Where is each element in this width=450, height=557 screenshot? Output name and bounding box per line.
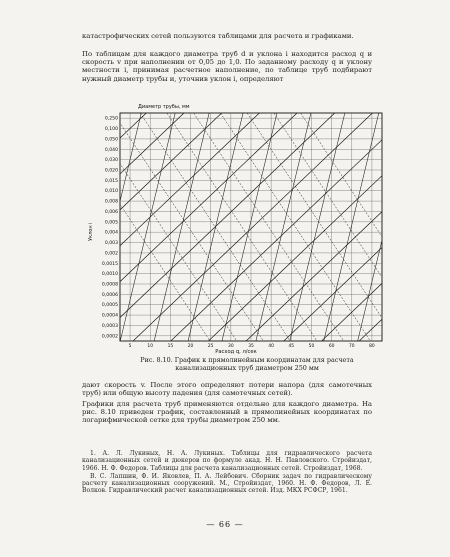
y-tick-label: 0,003 (104, 241, 118, 247)
paragraph-top-1: катастрофических сетей пользуются таблицами для расчета и графиками. (82, 32, 354, 40)
diagonal-line-steep (290, 113, 345, 341)
y-tick-label: 0,0005 (101, 303, 118, 309)
x-tick-label: 50 (308, 344, 315, 349)
diagonal-line-dashed (220, 113, 370, 341)
paragraph-top-2: По таблицам для каждого диаметра труб d и уклона i находится расход q и скорость v при наполнении от 0,05 до 1,0. По заданному расходу q и уклону местности i, принимая расчетное наполнение, по таблице труб подбирают нужный диаметр трубы и, уточнив уклон i, определяют (82, 50, 372, 83)
figure-chart (86, 101, 386, 356)
y-tick-label: 0,004 (104, 230, 118, 236)
x-tick-label: 5 (128, 344, 132, 349)
y-tick-label: 0,010 (104, 189, 118, 195)
y-tick-label: 0,015 (104, 178, 118, 184)
y-tick-label: 0,030 (104, 158, 118, 164)
y-tick-label: 0,0004 (101, 313, 118, 319)
y-tick-label: 0,002 (104, 251, 118, 257)
reference-2: В. С. Лапшин, Ф. И. Яковлев, П. А. Лейбович. Сборник задач по гидравлическому расчету канализационных сооружений. М., Стройиздат, 1960. Н. Ф. Федоров, Л. Е. Волков. Гидравлический расчет канализационных сетей. Изд. МКХ РСФСР, 1961. (82, 472, 372, 495)
x-tick-label: 70 (348, 344, 355, 349)
x-axis-label: Расход q, л/сек (215, 349, 257, 355)
y-tick-label: 0,0002 (101, 334, 118, 340)
y-tick-label: 0,005 (104, 220, 118, 226)
y-tick-label: 0,0006 (101, 292, 118, 298)
x-tick-label: 25 (207, 344, 214, 349)
diagonal-line-steep (324, 113, 379, 341)
y-tick-label: 0,0015 (101, 261, 118, 267)
diagonal-line-rising (322, 113, 386, 341)
x-tick-label: 15 (167, 344, 174, 349)
x-tick-label: 40 (268, 344, 274, 349)
diagonal-line-rising (95, 113, 334, 341)
diameter-label: Диаметр трубы, мм (138, 104, 190, 110)
paragraph-mid-2: Графики для расчета труб применяются отдельно для каждого диаметра. На рис. 8.10 приведен график, составленный в прямолинейных координатах по логарифмической сетке для трубы диаметром 250 мм. (82, 400, 372, 425)
y-tick-label: 0,100 (104, 127, 118, 133)
y-tick-label: 0,040 (104, 147, 118, 153)
figure-caption: Рис. 8.10. График к прямолинейным координатам для расчета канализационных труб диаметром 250 мм (140, 356, 354, 372)
diagonal-line-rising (171, 113, 386, 341)
x-tick-label: 30 (228, 344, 234, 349)
x-tick-label: 60 (328, 344, 335, 349)
diagonal-line-steep (154, 113, 209, 341)
y-tick-label: 0,050 (104, 137, 118, 143)
paragraph-mid-1: дают скорость v. После этого определяют потери напора (для самотечных труб) или общую высоту падения (для самотечных сетей). (82, 381, 372, 398)
diagonal-line-dashed (167, 113, 317, 341)
diagonal-line-dashed (301, 113, 386, 341)
x-tick-label: 20 (187, 344, 194, 349)
y-tick-label: 0,020 (104, 168, 118, 174)
chart-grid (120, 113, 382, 341)
x-tick-label: 80 (369, 344, 375, 349)
page-number: — 66 — (206, 520, 244, 529)
chart-diagonals (86, 113, 386, 341)
y-tick-label: 0,250 (104, 116, 118, 122)
diagonal-line-rising (246, 113, 386, 341)
diagonal-line-steep (256, 113, 311, 341)
y-tick-label: 0,006 (104, 209, 118, 215)
nomogram-chart (86, 101, 386, 356)
x-tick-label: 10 (147, 344, 154, 349)
diagonal-line-dashed (113, 113, 263, 341)
x-tick-label: 35 (248, 344, 254, 349)
y-axis-label: Уклон i (88, 222, 94, 241)
y-tick-label: 0,0010 (101, 272, 118, 278)
y-tick-label: 0,0003 (101, 323, 118, 329)
references (82, 450, 372, 496)
x-tick-label: 45 (288, 344, 295, 349)
y-tick-label: 0,0008 (101, 282, 118, 288)
diagonal-line-steep (222, 113, 277, 341)
y-tick-label: 0,008 (104, 199, 118, 205)
reference-1: 1. А. Л. Лукиных, Н. А. Лукиных. Таблицы для гидравлического расчета канализационных сетей и дюкеров по формуле акад. Н. Н. Павловского. Стройиздат, 1966. Н. Ф. Федоров. Таблицы для расчета канализационных сетей. Стройиздат, 1968. (82, 450, 372, 472)
